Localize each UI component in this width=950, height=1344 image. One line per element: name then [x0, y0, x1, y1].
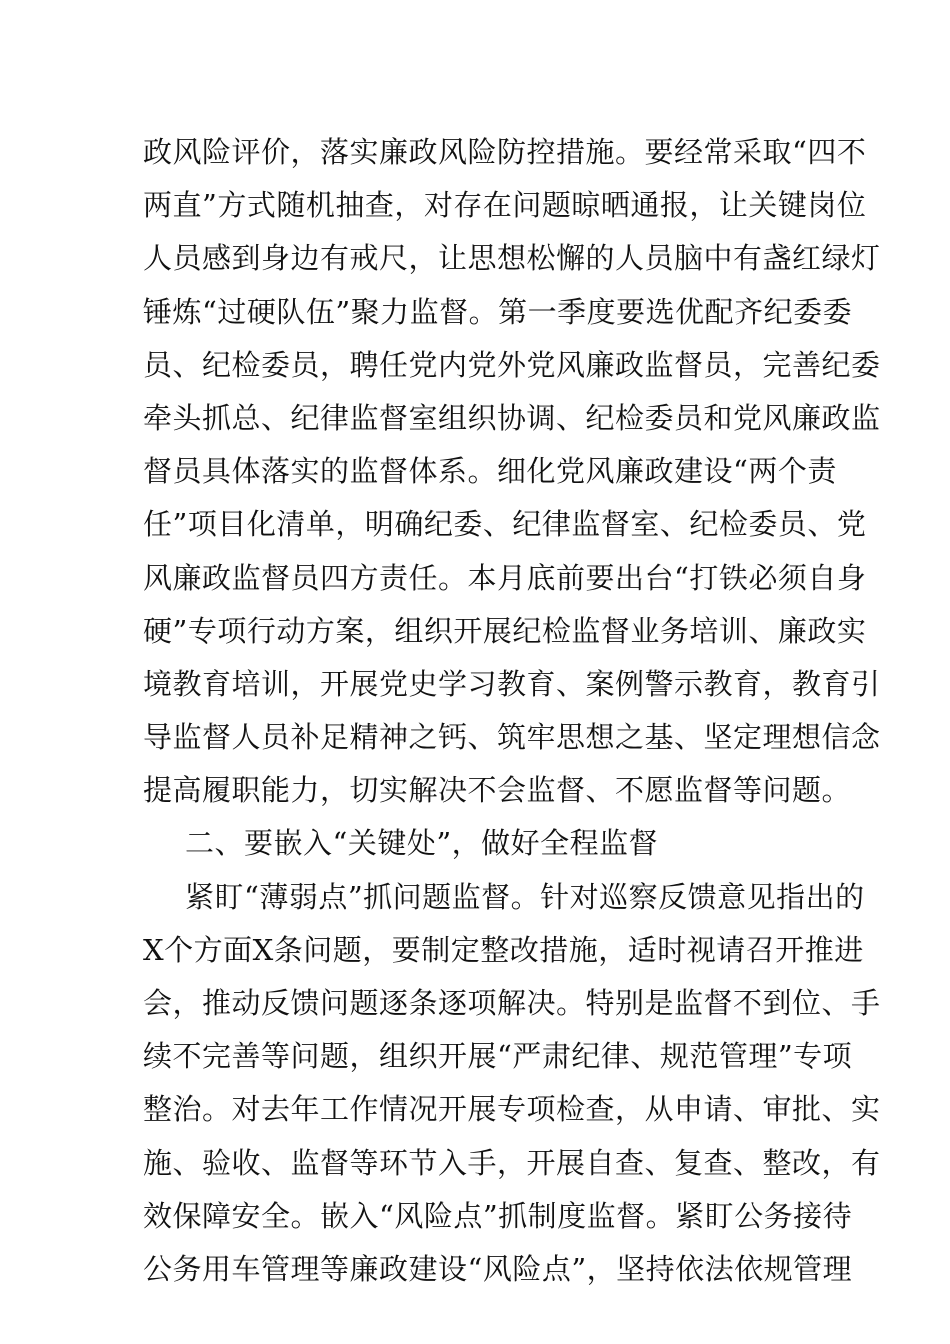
- text-line: 员、纪检委员，聘任党内党外党风廉政监督员，完善纪委: [143, 347, 881, 382]
- text-line: 施、验收、监督等环节入手，开展自查、复查、整改，有: [143, 1145, 881, 1180]
- text-line: 人员感到身边有戒尺，让思想松懈的人员脑中有盏红绿灯: [143, 241, 881, 276]
- text-line: 会，推动反馈问题逐条逐项解决。特别是监督不到位、手: [143, 986, 881, 1020]
- text-line: 整治。对去年工作情况开展专项检查，从申请、审批、实: [143, 1092, 881, 1127]
- text-line: 督员具体落实的监督体系。细化党风廉政建设“两个责: [143, 454, 837, 489]
- text-line: 牵头抓总、纪律监督室组织协调、纪检委员和党风廉政监: [143, 400, 881, 435]
- text-line: 紧盯“薄弱点”抓问题监督。针对巡察反馈意见指出的: [185, 879, 865, 914]
- text-line: 公务用车管理等廉政建设“风险点”，坚持依法依规管理: [143, 1251, 853, 1286]
- section-heading: 二、要嵌入“关键处”，做好全程监督: [185, 826, 659, 861]
- text-line: 导监督人员补足精神之钙、筑牢思想之基、坚定理想信念: [143, 720, 881, 755]
- text-line: 境教育培训，开展党史学习教育、案例警示教育，教育引: [143, 666, 881, 701]
- text-line: 两直”方式随机抽查，对存在问题晾晒通报，让关键岗位: [143, 188, 867, 223]
- text-line: X个方面X条问题，要制定整改措施，适时视请召开推进: [143, 932, 864, 967]
- text-line: 风廉政监督员四方责任。本月底前要出台“打铁必须自身: [143, 560, 867, 595]
- text-line: 硬”专项行动方案，组织开展纪检监督业务培训、廉政实: [143, 613, 867, 648]
- text-line: 提高履职能力，切实解决不会监督、不愿监督等问题。: [143, 773, 852, 808]
- text-line: 效保障安全。嵌入“风险点”抓制度监督。紧盯公务接待: [143, 1198, 853, 1233]
- text-line: 任”项目化清单，明确纪委、纪律监督室、纪检委员、党: [143, 507, 867, 542]
- body-text: [143, 126, 881, 1296]
- text-line: 政风险评价，落实廉政风险防控措施。要经常采取“四不: [143, 135, 867, 169]
- text-line: 续不完善等问题，组织开展“严肃纪律、规范管理”专项: [143, 1039, 853, 1074]
- text-line: 锤炼“过硬队伍”聚力监督。第一季度要选优配齐纪委委: [143, 294, 853, 329]
